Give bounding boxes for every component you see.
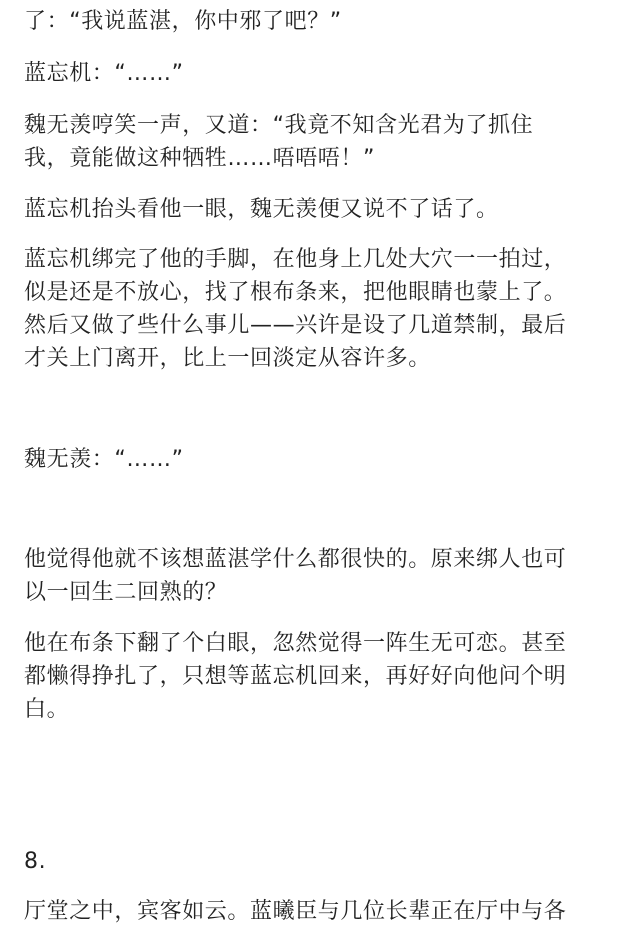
paragraph: 蓝忘机抬头看他一眼，魏无羡便又说不了话了。 — [24, 197, 499, 222]
paragraph: 魏无羡：“……” — [24, 447, 184, 472]
chapter-number: 8. — [24, 849, 47, 874]
paragraph: 魏无羡哼笑一声，又道：“我竟不知含光君为了抓住 我，竟能做这种牺牲……唔唔唔！” — [24, 113, 534, 171]
paragraph: 厅堂之中，宾客如云。蓝曦臣与几位长辈正在厅中与各 — [24, 899, 567, 924]
paragraph: 蓝忘机：“……” — [24, 61, 184, 86]
paragraph: 他在布条下翻了个白眼，忽然觉得一阵生无可恋。甚至 都懒得挣扎了，只想等蓝忘机回来，再好好向他问个明 白。 — [24, 631, 567, 722]
paragraph: 蓝忘机绑完了他的手脚，在他身上几处大穴一一拍过， 似是还是不放心，找了根布条来，把他眼睛也蒙上了。 然后又做了些什么事儿——兴许是设了几道禁制，最后 才关上门离开，比上一回淡定从容许多。 — [24, 247, 567, 371]
paragraph: 了：“我说蓝湛，你中邪了吧？” — [24, 9, 342, 34]
paragraph: 他觉得他就不该想蓝湛学什么都很快的。原来绑人也可 以一回生二回熟的？ — [24, 547, 567, 605]
